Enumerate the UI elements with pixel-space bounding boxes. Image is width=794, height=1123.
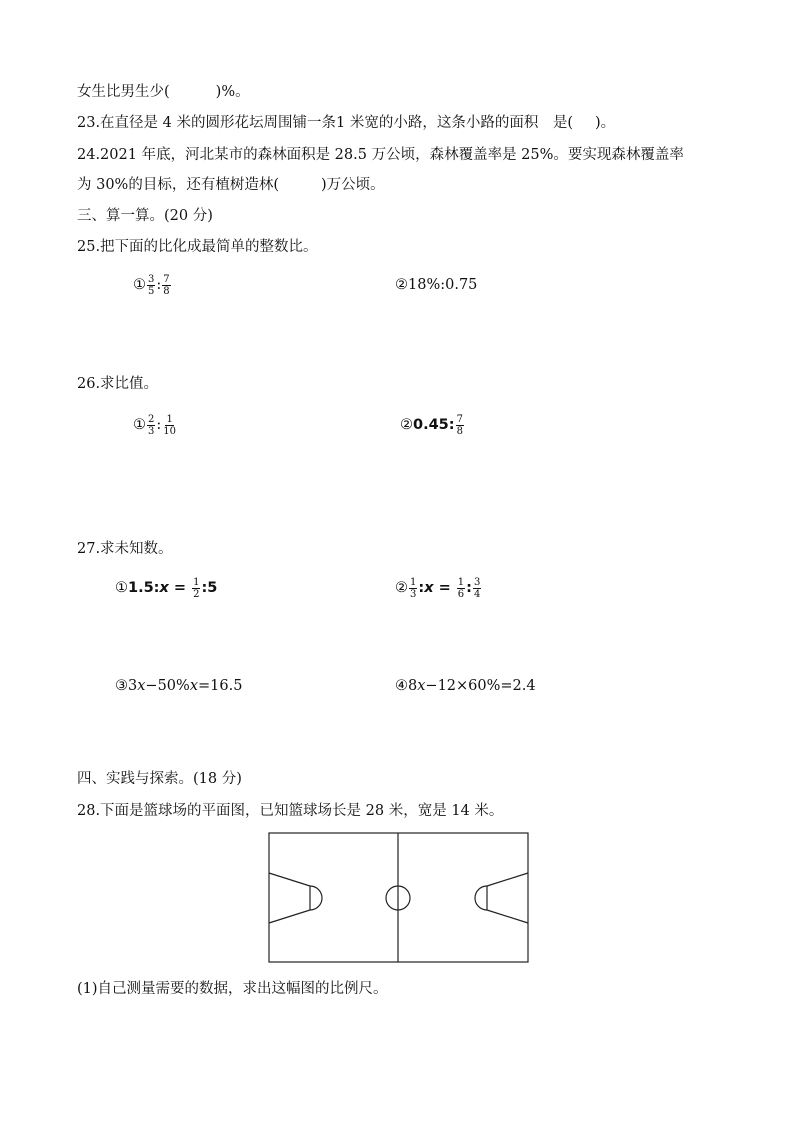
fraction: $\frac{7}{8}$ [163, 273, 170, 297]
ratio-colon: : [156, 277, 162, 293]
item-mark: ② [400, 417, 413, 433]
fraction: $\frac{7}{8}$ [456, 413, 463, 437]
expression: −12×60%=2.4 [425, 678, 536, 694]
variable: x [424, 580, 434, 596]
expression: =16.5 [198, 678, 243, 694]
q28-stem: 28.下面是篮球场的平面图，已知篮球场长是 28 米，宽是 14 米。 [77, 803, 504, 819]
section-four-title: 四、实践与探索。(18 分) [77, 771, 242, 787]
q23 [77, 113, 615, 133]
right-free-throw-arc [475, 886, 487, 910]
q26-item-1 [133, 413, 178, 437]
q25-item-2 [395, 273, 477, 297]
variable: x [189, 678, 198, 694]
ratio-colon: : [466, 580, 472, 596]
left-key [269, 873, 310, 923]
right-key [487, 873, 528, 923]
q22-text-end: )%。 [215, 84, 250, 100]
expression: −50% [145, 678, 190, 694]
q27-stem: 27.求未知数。 [77, 541, 173, 557]
expression: :5 [201, 580, 218, 596]
item-mark: ① [133, 277, 146, 293]
variable: x [417, 678, 426, 694]
q22-text: 女生比男生少( [77, 84, 170, 100]
fraction: $\frac{2}{3}$ [148, 413, 155, 437]
q22-continuation [77, 82, 250, 102]
section-three-title: 三、算一算。(20 分) [77, 208, 213, 224]
fraction: $\frac{1}{2}$ [193, 576, 200, 600]
expression: 18%:0.75 [408, 277, 478, 293]
q24-line2 [77, 175, 385, 195]
left-free-throw-arc [310, 886, 322, 910]
q26-item-2 [400, 413, 465, 437]
item-mark: ① [133, 417, 146, 433]
equals: = [433, 580, 456, 596]
q27-item-3 [115, 674, 242, 698]
item-mark: ② [395, 580, 408, 596]
item-mark: ③ [115, 678, 128, 694]
equals: = [168, 580, 192, 596]
fraction: $\frac{3}{5}$ [148, 273, 155, 297]
fraction: $\frac{1}{6}$ [457, 576, 465, 600]
q23-text: 23.在直径是 4 米的圆形花坛周围铺一条1 米宽的小路，这条小路的面积 是( [77, 115, 573, 131]
q24-text-end: )万公顷。 [321, 177, 385, 193]
q27-item-4 [395, 674, 536, 698]
fraction: $\frac{1}{10}$ [163, 413, 176, 437]
q23-text-end: )。 [595, 115, 616, 131]
item-mark: ① [115, 580, 128, 596]
variable: x [159, 580, 169, 596]
fraction: $\frac{1}{3}$ [410, 576, 417, 600]
item-mark: ② [395, 277, 408, 293]
q27-item-1 [115, 576, 217, 600]
q28-sub-question-1: (1)自己测量需要的数据，求出这幅图的比例尺。 [77, 981, 388, 997]
basketball-court-diagram [268, 832, 530, 964]
q26-stem: 26.求比值。 [77, 376, 159, 392]
q25-item-1 [133, 273, 172, 297]
q27-item-2 [395, 576, 482, 600]
variable: x [137, 678, 146, 694]
q25-stem: 25.把下面的比化成最简单的整数比。 [77, 239, 318, 255]
expression: 8 [408, 678, 418, 694]
q24-line1: 24.2021 年底，河北某市的森林面积是 28.5 万公顷，森林覆盖率是 25%。要实现森林覆盖率 [77, 147, 684, 163]
q24-text: 为 30%的目标，还有植树造林( [77, 177, 279, 193]
ratio-colon: : [418, 580, 425, 596]
expression: 0.45: [413, 417, 455, 433]
expression: 1.5: [128, 580, 160, 596]
fraction: $\frac{3}{4}$ [473, 576, 481, 600]
ratio-colon: : [156, 417, 162, 433]
expression: 3 [128, 678, 138, 694]
item-mark: ④ [395, 678, 408, 694]
